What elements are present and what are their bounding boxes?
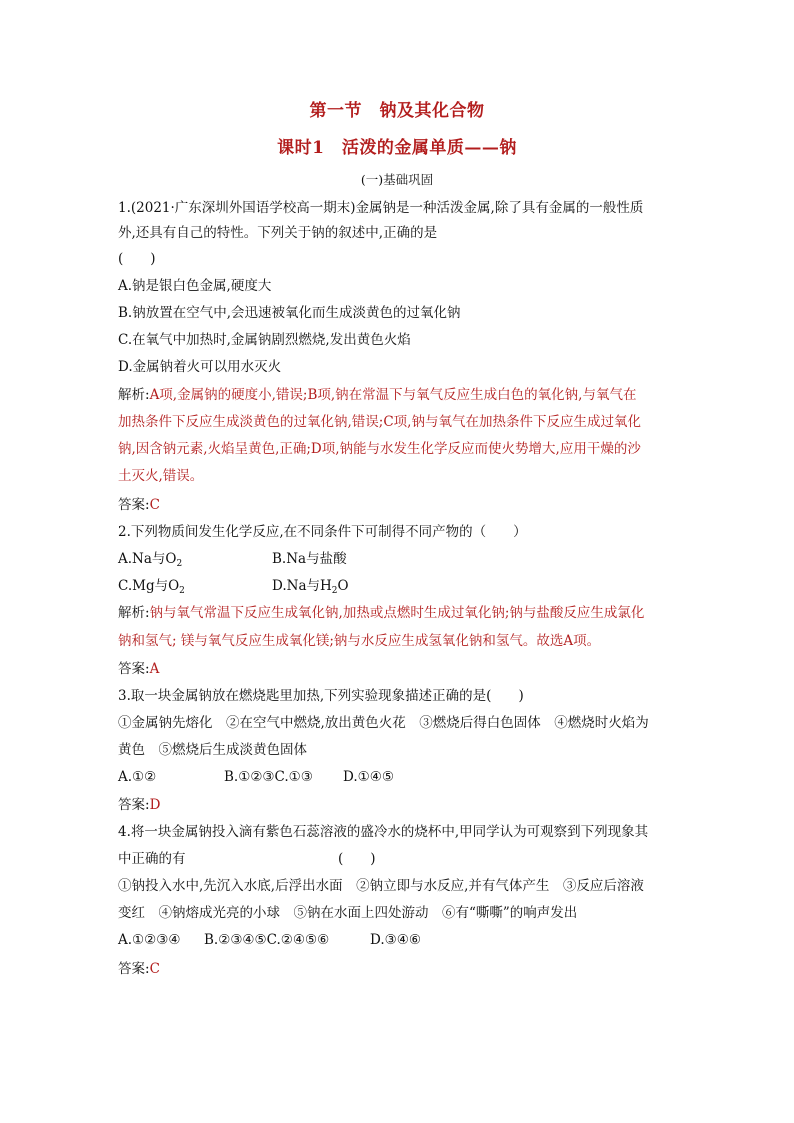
q4-stem-line1: 4.将一块金属钠投入滴有紫色石蕊溶液的盛冷水的烧杯中,甲同学认为可观察到下列现象其 xyxy=(118,824,649,840)
q3-option-d: D.①④⑤ xyxy=(343,769,394,785)
answer-value: C xyxy=(149,497,160,513)
answer-label: 答案: xyxy=(118,797,150,813)
analysis-text: A项,金属钠的硬度小,错误;B项,钠在常温下与氧气反应生成白色的氧化钠,与氧气在 xyxy=(149,387,637,403)
q4-items-line2: 变红 ④钠熔成光亮的小球 ⑤钠在水面上四处游动 ⑥有“嘶嘶”的响声发出 xyxy=(118,905,578,921)
q4-option-b-c: B.②③④⑤C.②④⑤⑥ xyxy=(204,932,330,948)
q4-answer xyxy=(118,960,160,978)
q1-answer xyxy=(118,496,160,514)
q1-option-d: D.金属钠着火可以用水灭火 xyxy=(118,359,282,375)
q2-option-c xyxy=(118,577,185,600)
q3-option-b-c: B.①②③C.①③ xyxy=(224,769,313,785)
q2-option-b: B.Na与盐酸 xyxy=(272,551,347,567)
q2-stem: 2.下列物质间发生化学反应,在不同条件下可制得不同产物的（ ） xyxy=(118,524,527,540)
analysis-label: 解析: xyxy=(118,387,150,403)
analysis-text: 钠与氧气常温下反应生成氧化钠,加热或点燃时生成过氧化钠;钠与盐酸反应生成氯化 xyxy=(149,605,645,621)
part-label: (一)基础巩固 xyxy=(360,172,434,187)
q1-analysis-line3: 钠,因含钠元素,火焰呈黄色,正确;D项,钠能与水发生化学反应而使火势增大,应用干燥的沙 xyxy=(118,441,641,457)
q4-option-a: A.①②③④ xyxy=(118,932,181,948)
q1-option-b: B.钠放置在空气中,会迅速被氧化而生成淡黄色的过氧化钠 xyxy=(118,305,461,321)
q2-option-d-text-end: O xyxy=(337,578,349,594)
q1-stem-line1: 1.(2021·广东深圳外国语学校高一期末)金属钠是一种活泼金属,除了具有金属的一般性质 xyxy=(118,200,644,216)
q2-analysis-line1 xyxy=(118,604,644,622)
q2-option-d xyxy=(272,577,349,600)
answer-value: C xyxy=(149,961,160,977)
q1-option-a: A.钠是银白色金属,硬度大 xyxy=(118,278,272,294)
q4-items-line1: ①钠投入水中,先沉入水底,后浮出水面 ②钠立即与水反应,并有气体产生 ③反应后溶液 xyxy=(118,878,644,894)
q2-option-d-subscript: 2 xyxy=(331,586,338,596)
q4-stem-line2: 中正确的有 xyxy=(118,851,186,867)
answer-value: A xyxy=(149,661,160,677)
q2-analysis-line2: 钠和氢气; 镁与氧气反应生成氧化镁;钠与水反应生成氢氧化钠和氢气。故选A项。 xyxy=(118,633,601,649)
q1-analysis-line4: 土灭火,错误。 xyxy=(118,468,204,484)
q1-blank: ( ) xyxy=(118,251,156,267)
q4-blank: ( ) xyxy=(338,851,376,867)
q2-option-c-text: C.Mg与O xyxy=(118,578,180,594)
answer-label: 答案: xyxy=(118,961,150,977)
q3-option-a: A.①② xyxy=(118,769,157,785)
q3-items-line1: ①金属钠先熔化 ②在空气中燃烧,放出黄色火花 ③燃烧后得白色固体 ④燃烧时火焰为 xyxy=(118,715,649,731)
q2-option-c-subscript: 2 xyxy=(179,586,185,596)
q2-option-a-text: A.Na与O xyxy=(118,551,177,567)
q2-answer xyxy=(118,660,159,678)
q2-option-d-text: D.Na与H xyxy=(272,578,332,594)
q4-option-d: D.③④⑥ xyxy=(370,932,421,948)
q1-analysis-line1 xyxy=(118,386,636,404)
q2-option-a xyxy=(118,550,182,573)
answer-label: 答案: xyxy=(118,497,150,513)
q3-stem: 3.取一块金属钠放在燃烧匙里加热,下列实验现象描述正确的是( ) xyxy=(118,688,524,704)
q3-items-line2: 黄色 ⑤燃烧后生成淡黄色固体 xyxy=(118,742,307,758)
q3-answer xyxy=(118,796,160,814)
section-title: 第一节 钠及其化合物 xyxy=(309,101,485,121)
q1-stem-line2: 外,还具有自己的特性。下列关于钠的叙述中,正确的是 xyxy=(118,225,438,241)
lesson-title: 课时1 活泼的金属单质——钠 xyxy=(277,138,517,158)
q1-option-c: C.在氧气中加热时,金属钠剧烈燃烧,发出黄色火焰 xyxy=(118,332,411,348)
q1-analysis-line2: 加热条件下反应生成淡黄色的过氧化钠,错误;C项,钠与氧气在加热条件下反应生成过氧化 xyxy=(118,414,641,430)
answer-label: 答案: xyxy=(118,661,150,677)
analysis-label: 解析: xyxy=(118,605,150,621)
answer-value: D xyxy=(149,797,161,813)
q2-option-a-subscript: 2 xyxy=(176,559,183,569)
